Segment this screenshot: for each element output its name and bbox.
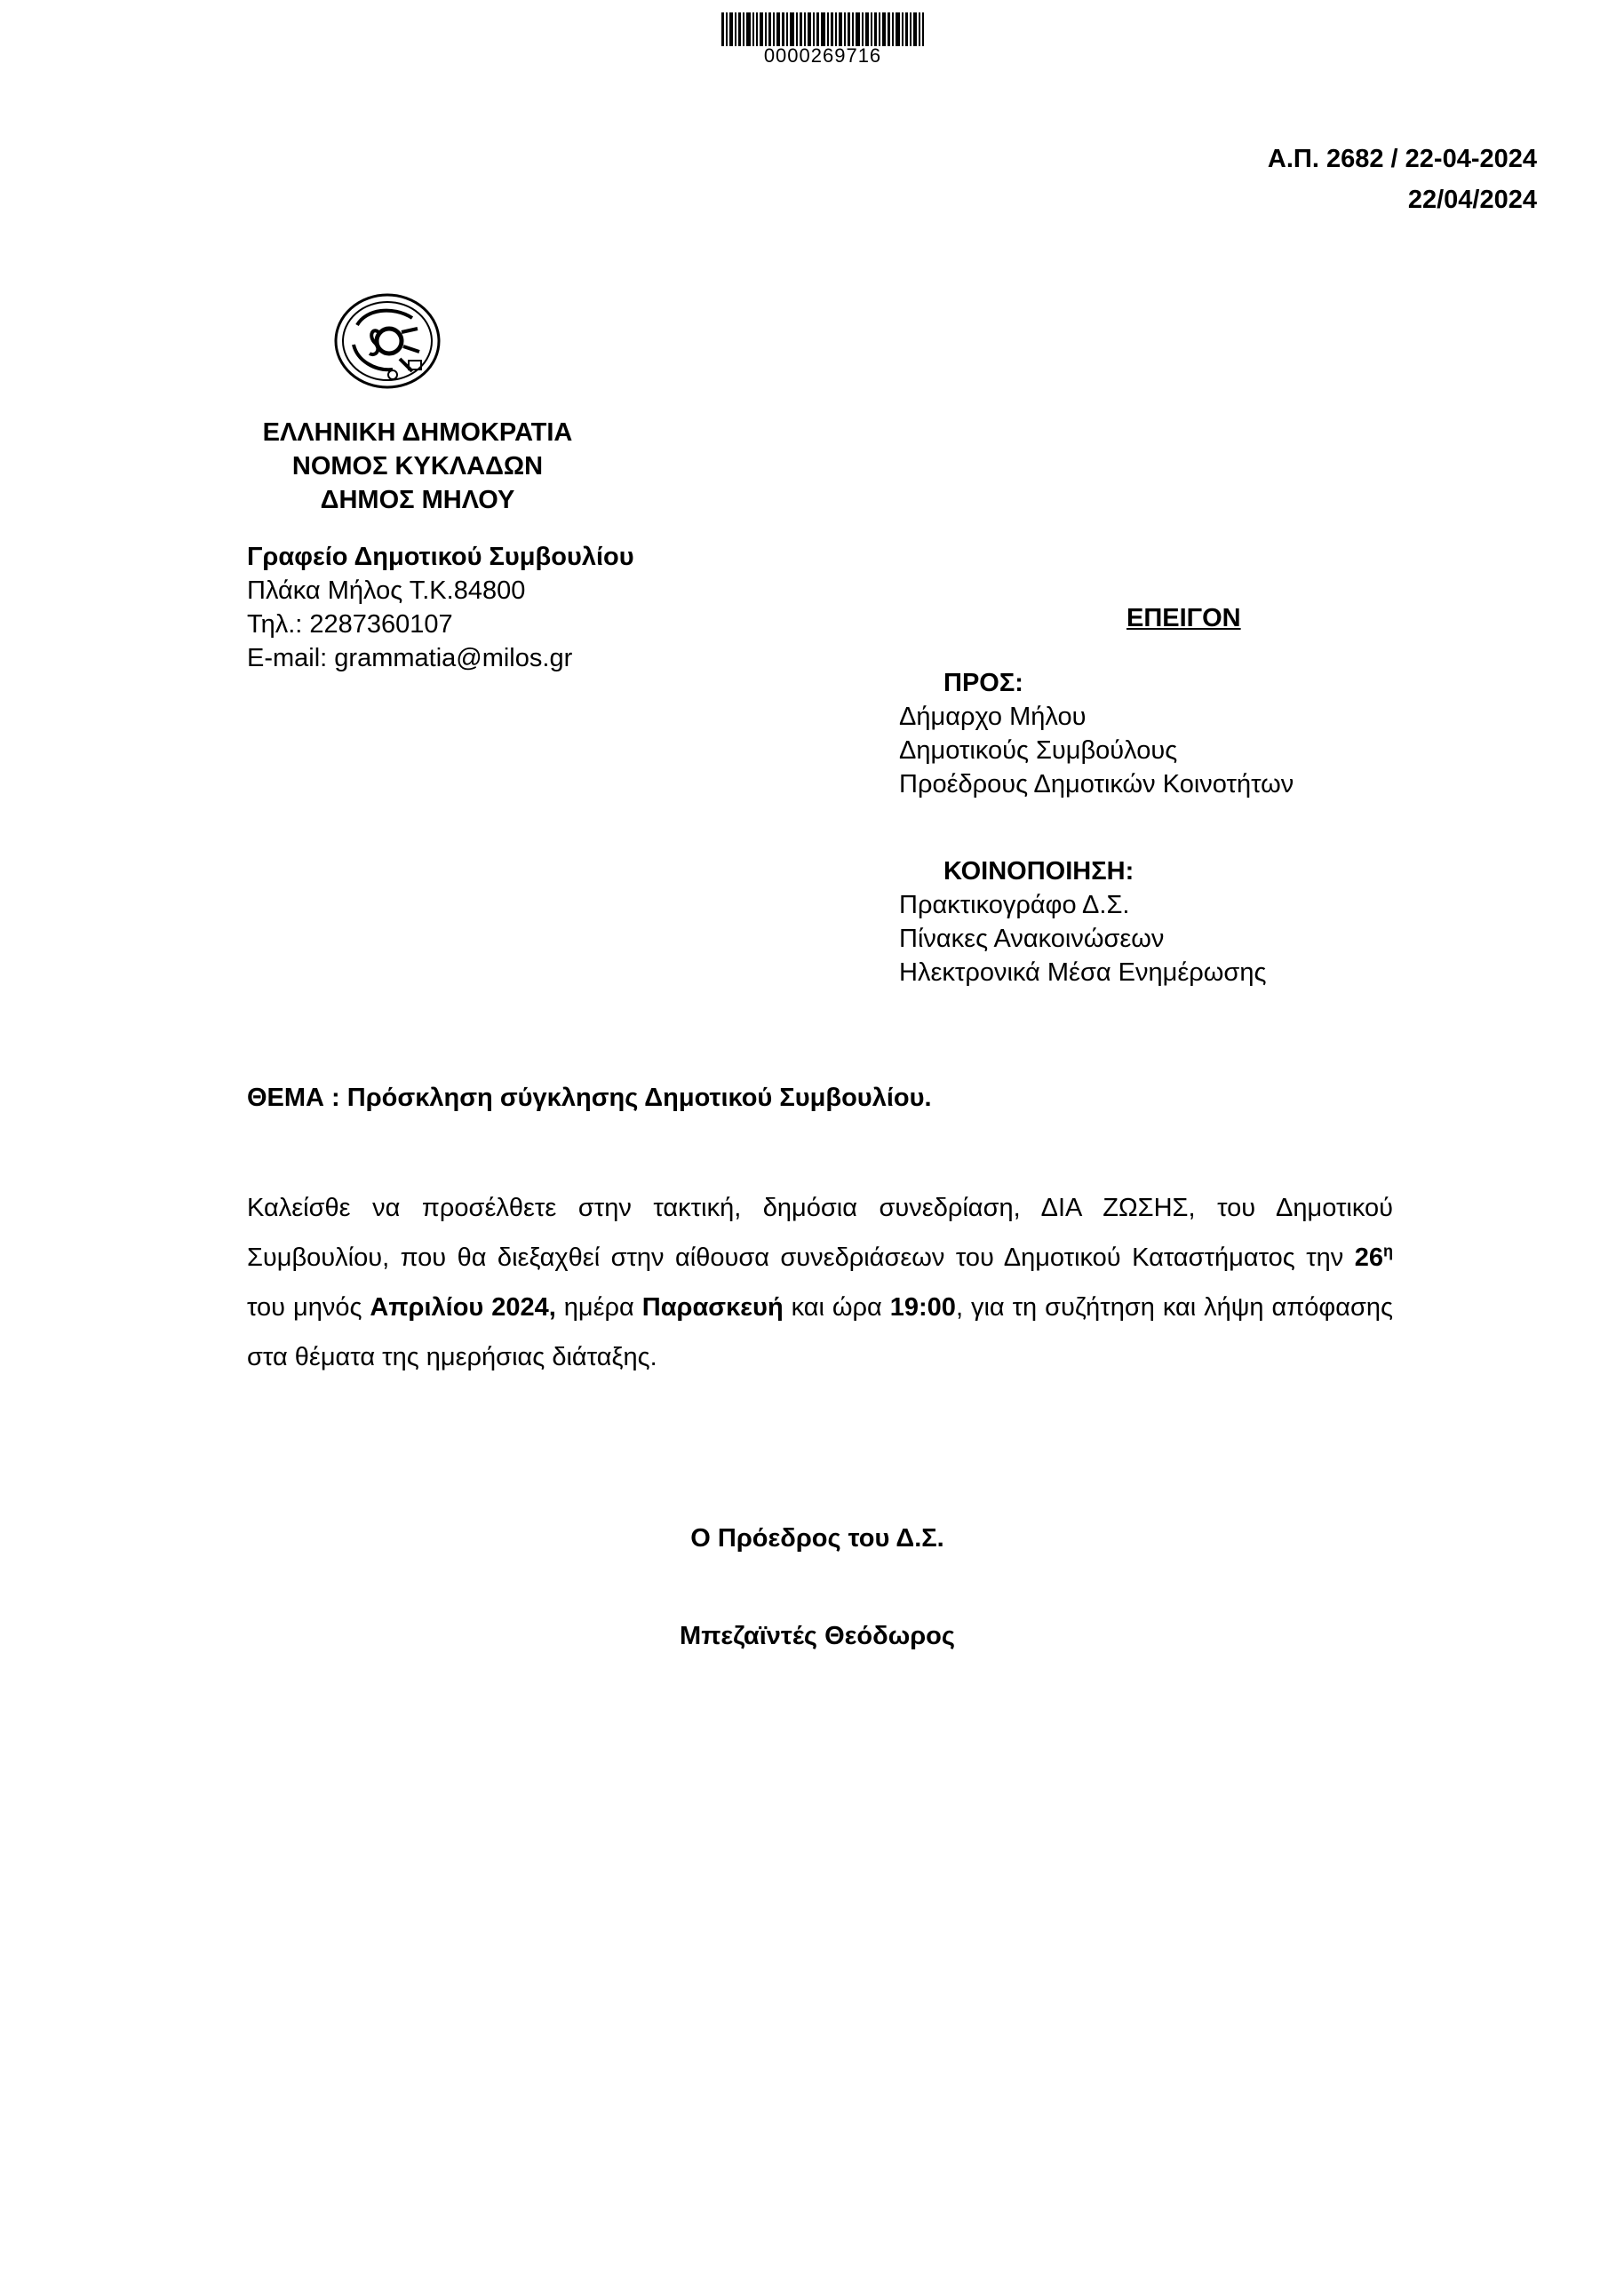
cc-item: Πρακτικογράφο Δ.Σ. <box>899 891 1130 919</box>
meeting-day: 26 <box>1354 1243 1383 1272</box>
body-text: του μηνός <box>247 1293 370 1322</box>
recipients-label: ΠΡΟΣ: <box>943 669 1023 697</box>
office-block <box>247 540 634 675</box>
meeting-day-suffix: η <box>1383 1242 1393 1260</box>
office-name: Γραφείο Δημοτικού Συμβουλίου <box>247 543 634 571</box>
office-phone: Τηλ.: 2287360107 <box>247 610 453 639</box>
subject-line: ΘΕΜΑ : Πρόσκληση σύγκλησης Δημοτικού Συμβουλίου. <box>247 1084 932 1112</box>
organization-header <box>222 416 613 517</box>
recipients-block <box>899 666 1294 801</box>
recipient-item: Προέδρους Δημοτικών Κοινοτήτων <box>899 770 1294 798</box>
document-date: 22/04/2024 <box>1407 186 1537 214</box>
body-text: Καλείσθε να προσέλθετε στην τακτική, δημόσια συνεδρίαση, ΔΙΑ ΖΩΣΗΣ, του Δημοτικού Συμβουλίου, που θα διεξαχθεί στην αίθουσα συνεδριάσεων του Δημοτικού Καταστήματος την <box>247 1194 1393 1272</box>
meeting-time: 19:00 <box>889 1293 956 1322</box>
body-text: , για τη συζήτηση και λήψη απόφασης στα θέματα της ημερήσιας διάταξης. <box>247 1293 1393 1371</box>
urgent-label: ΕΠΕΙΓΟΝ <box>1126 604 1241 632</box>
cc-block <box>899 854 1266 989</box>
body-text: και ώρα <box>783 1293 890 1322</box>
cc-item: Πίνακες Ανακοινώσεων <box>899 925 1165 953</box>
meeting-month: Απριλίου 2024, <box>370 1293 556 1322</box>
recipient-item: Δημοτικούς Συμβούλους <box>899 736 1178 765</box>
signature-title: Ο Πρόεδρος του Δ.Σ. <box>690 1524 944 1553</box>
office-address: Πλάκα Μήλος Τ.Κ.84800 <box>247 576 526 605</box>
org-line-prefecture: ΝΟΜΟΣ ΚΥΚΛΑΔΩΝ <box>291 452 544 481</box>
barcode <box>721 12 924 46</box>
signature-name: Μπεζαϊντές Θεόδωρος <box>680 1622 955 1650</box>
recipient-item: Δήμαρχο Μήλου <box>899 703 1087 731</box>
reference-block <box>1066 139 1537 220</box>
org-line-municipality: ΔΗΜΟΣ ΜΗΛΟΥ <box>320 486 515 514</box>
body-text: ημέρα <box>555 1293 642 1322</box>
barcode-number: 0000269716 <box>763 44 882 67</box>
meeting-weekday: Παρασκευή <box>641 1293 784 1322</box>
invitation-paragraph <box>247 1183 1393 1382</box>
cc-label: ΚΟΙΝΟΠΟΙΗΣΗ: <box>943 857 1134 886</box>
org-line-country: ΕΛΛΗΝΙΚΗ ΔΗΜΟΚΡΑΤΙΑ <box>262 418 573 447</box>
cc-item: Ηλεκτρονικά Μέσα Ενημέρωσης <box>899 958 1267 987</box>
municipal-seal-icon <box>330 290 444 393</box>
office-email: E-mail: grammatia@milos.gr <box>247 644 573 672</box>
protocol-number: Α.Π. 2682 / 22-04-2024 <box>1267 145 1537 173</box>
